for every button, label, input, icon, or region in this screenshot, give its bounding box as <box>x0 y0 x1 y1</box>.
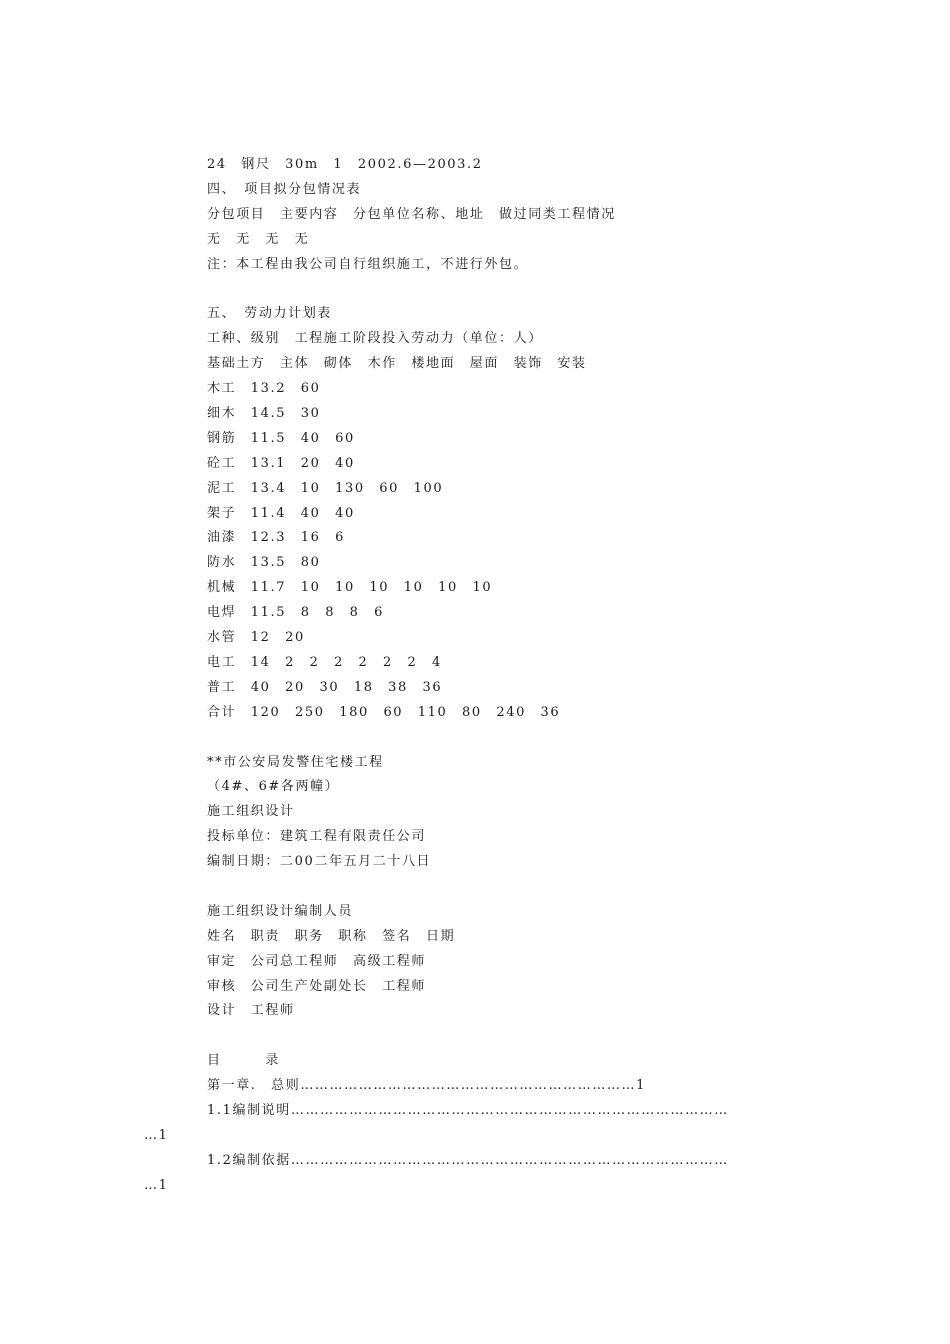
table-row: 细木 14.5 30 <box>207 406 321 421</box>
table-row: 审定 公司总工程师 高级工程师 <box>207 954 427 969</box>
section-heading: 施工组织设计编制人员 <box>207 904 354 919</box>
table-row: 砼工 13.1 20 40 <box>207 456 355 471</box>
table-row: 泥工 13.4 10 130 60 100 <box>207 481 444 496</box>
toc-heading: 目 录 <box>207 1053 281 1068</box>
document-title: 施工组织设计 <box>207 804 295 819</box>
toc-entry-page: …1 <box>144 1128 169 1143</box>
table-row: 审核 公司生产处副处长 工程师 <box>207 979 427 994</box>
table-header: 姓名 职责 职务 职称 签名 日期 <box>207 929 456 944</box>
table-row: 木工 13.2 60 <box>207 381 321 396</box>
note: 注：本工程由我公司自行组织施工，不进行外包。 <box>207 257 529 272</box>
table-row: 机械 11.7 10 10 10 10 10 10 <box>207 580 493 595</box>
table-header: 工种、级别 工程施工阶段投入劳动力（单位：人） <box>207 331 543 346</box>
toc-entry-page: …1 <box>144 1178 169 1193</box>
section-heading: 五、 劳动力计划表 <box>207 306 332 321</box>
toc-entry: 1.2编制依据……………………………………………………………………………… <box>207 1153 729 1168</box>
table-row: 架子 11.4 40 40 <box>207 506 355 521</box>
table-row: 钢筋 11.5 40 60 <box>207 431 355 446</box>
table-row: 普工 40 20 30 18 38 36 <box>207 680 443 695</box>
table-row: 防水 13.5 80 <box>207 555 321 570</box>
compile-date: 编制日期：二00二年五月二十八日 <box>207 854 432 869</box>
text-line: 24 钢尺 30m 1 2002.6—2003.2 <box>207 157 483 172</box>
project-subtitle: （4#、6#各两幢） <box>207 779 340 794</box>
table-row: 无 无 无 无 <box>207 232 310 247</box>
section-heading: 四、 项目拟分包情况表 <box>207 182 362 197</box>
table-row: 油漆 12.3 16 6 <box>207 530 345 545</box>
table-row: 设计 工程师 <box>207 1003 295 1018</box>
toc-entry: 1.1编制说明……………………………………………………………………………… <box>207 1103 729 1118</box>
table-header: 分包项目 主要内容 分包单位名称、地址 做过同类工程情况 <box>207 207 616 222</box>
table-row: 水管 12 20 <box>207 630 305 645</box>
project-title: **市公安局发警住宅楼工程 <box>207 755 384 770</box>
table-row-total: 合计 120 250 180 60 110 80 240 36 <box>207 705 561 720</box>
bidder: 投标单位：建筑工程有限责任公司 <box>207 829 427 844</box>
table-row: 电焊 11.5 8 8 8 6 <box>207 605 385 620</box>
toc-entry: 第一章. 总则……………………………………………………………1 <box>207 1078 647 1093</box>
table-row: 电工 14 2 2 2 2 2 2 4 <box>207 655 442 670</box>
table-header: 基础土方 主体 砌体 木作 楼地面 屋面 装饰 安装 <box>207 356 587 371</box>
